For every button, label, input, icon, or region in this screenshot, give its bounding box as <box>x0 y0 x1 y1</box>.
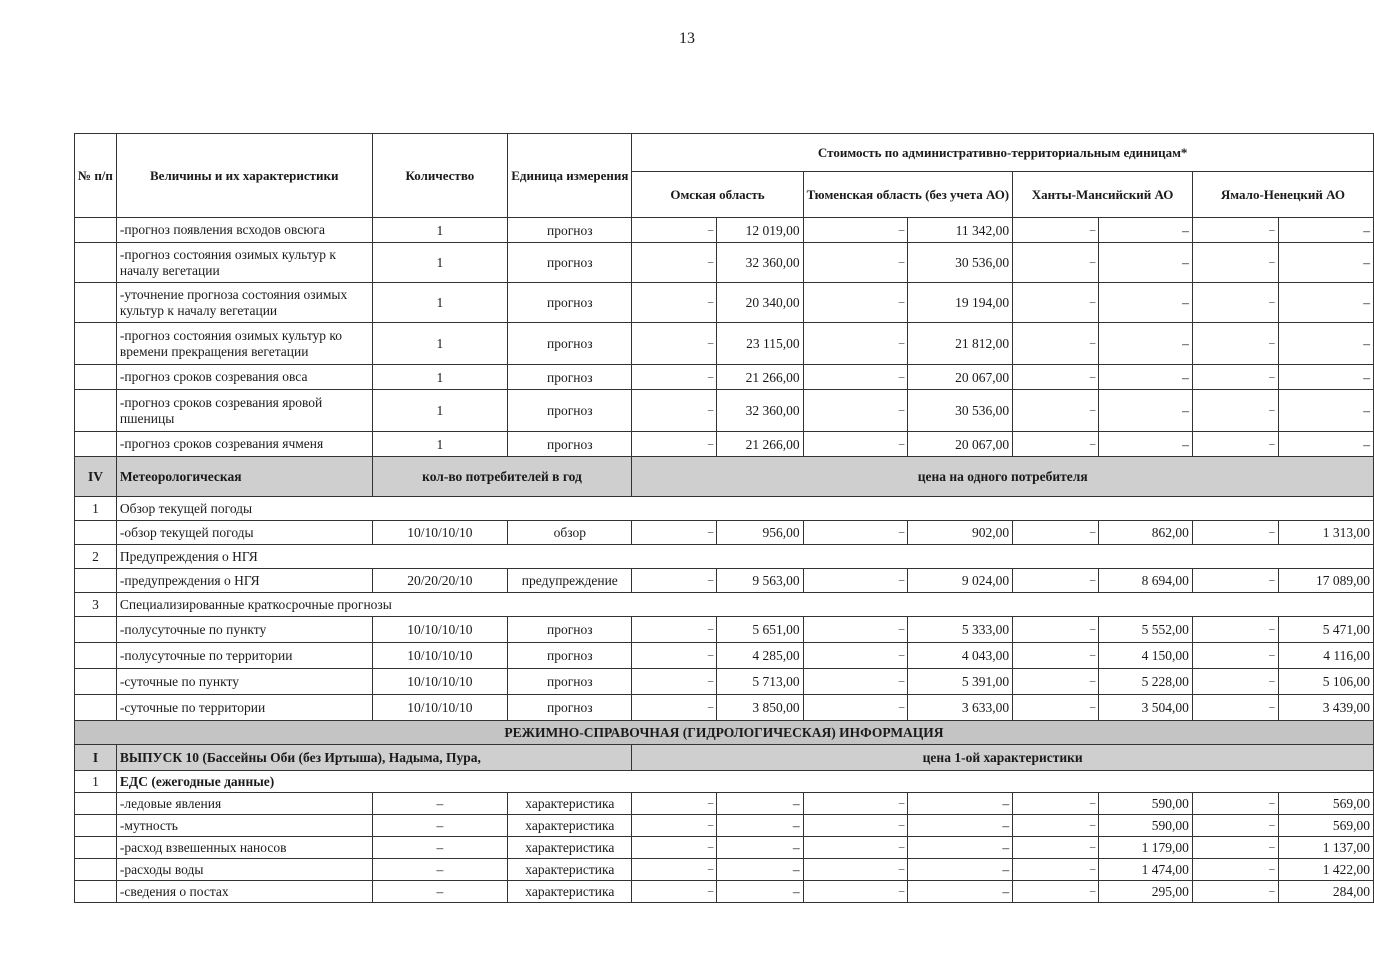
row-value: 862,00 <box>1099 521 1193 545</box>
row-value: – <box>632 793 717 815</box>
row-unit: характеристика <box>508 793 632 815</box>
group-num: 1 <box>75 771 117 793</box>
row-value: – <box>632 432 717 457</box>
row-name: -обзор текущей погоды <box>116 521 372 545</box>
section-num: IV <box>75 457 117 497</box>
row-value: – <box>1013 283 1099 323</box>
row-value: – <box>1278 243 1373 283</box>
row-qty: – <box>372 793 508 815</box>
row-unit: характеристика <box>508 881 632 903</box>
row-value: 4 285,00 <box>717 643 803 669</box>
row-value: – <box>803 432 908 457</box>
table-row <box>75 521 1374 545</box>
row-num <box>75 283 117 323</box>
row-value: – <box>1192 643 1278 669</box>
row-num <box>75 837 117 859</box>
section-qty: кол-во потребителей в год <box>372 457 632 497</box>
row-value: – <box>1278 365 1373 390</box>
row-value: – <box>1013 643 1099 669</box>
row-value: 4 116,00 <box>1278 643 1373 669</box>
row-value: – <box>632 521 717 545</box>
row-value: – <box>1099 218 1193 243</box>
row-name: -мутность <box>116 815 372 837</box>
row-value: 4 150,00 <box>1099 643 1193 669</box>
row-qty: 1 <box>372 432 508 457</box>
table-row <box>75 669 1374 695</box>
row-value: 4 043,00 <box>908 643 1013 669</box>
row-value: 32 360,00 <box>717 390 803 432</box>
row-num <box>75 390 117 432</box>
row-value: – <box>1278 218 1373 243</box>
row-value: – <box>1192 617 1278 643</box>
row-value: – <box>1013 837 1099 859</box>
section-price: цена на одного потребителя <box>632 457 1374 497</box>
group-row <box>75 593 1374 617</box>
row-value: 21 812,00 <box>908 323 1013 365</box>
row-qty: – <box>372 815 508 837</box>
row-unit: характеристика <box>508 837 632 859</box>
row-value: – <box>1192 365 1278 390</box>
group-row <box>75 497 1374 521</box>
table-row <box>75 815 1374 837</box>
row-value: – <box>717 881 803 903</box>
header-unit: Единица измерения <box>508 134 632 218</box>
table-row <box>75 617 1374 643</box>
row-value: – <box>632 669 717 695</box>
row-unit: характеристика <box>508 859 632 881</box>
row-value: – <box>803 643 908 669</box>
table-row <box>75 837 1374 859</box>
row-value: – <box>1099 390 1193 432</box>
table-row <box>75 793 1374 815</box>
row-value: – <box>632 695 717 721</box>
row-num <box>75 521 117 545</box>
row-num <box>75 617 117 643</box>
row-value: – <box>1099 432 1193 457</box>
row-num <box>75 643 117 669</box>
row-name: -предупреждения о НГЯ <box>116 569 372 593</box>
row-num <box>75 365 117 390</box>
row-value: – <box>632 881 717 903</box>
row-value: 23 115,00 <box>717 323 803 365</box>
row-value: – <box>632 569 717 593</box>
row-name: -уточнение прогноза состояния озимых культур к началу вегетации <box>116 283 372 323</box>
row-value: 5 552,00 <box>1099 617 1193 643</box>
row-num <box>75 793 117 815</box>
row-value: 19 194,00 <box>908 283 1013 323</box>
header-region-yanao: Ямало-Ненецкий АО <box>1192 172 1373 218</box>
row-name: -полусуточные по пункту <box>116 617 372 643</box>
row-value: – <box>803 793 908 815</box>
row-value: – <box>1192 837 1278 859</box>
row-value: 5 651,00 <box>717 617 803 643</box>
group-title: Обзор текущей погоды <box>116 497 1373 521</box>
row-value: – <box>803 323 908 365</box>
tariff-table <box>74 133 1374 903</box>
row-value: 3 504,00 <box>1099 695 1193 721</box>
table-row <box>75 323 1374 365</box>
section-row <box>75 457 1374 497</box>
row-value: – <box>803 390 908 432</box>
row-value: – <box>803 695 908 721</box>
row-value: – <box>803 283 908 323</box>
row-value: – <box>1192 432 1278 457</box>
row-value: 284,00 <box>1278 881 1373 903</box>
row-unit: предупреждение <box>508 569 632 593</box>
row-value: 956,00 <box>717 521 803 545</box>
table-row <box>75 283 1374 323</box>
row-value: 5 391,00 <box>908 669 1013 695</box>
row-unit: прогноз <box>508 390 632 432</box>
table-row <box>75 881 1374 903</box>
row-qty: 1 <box>372 323 508 365</box>
row-value: 5 713,00 <box>717 669 803 695</box>
row-value: – <box>908 881 1013 903</box>
row-value: – <box>717 859 803 881</box>
row-value: – <box>908 815 1013 837</box>
row-qty: – <box>372 837 508 859</box>
issue-row <box>75 745 1374 771</box>
row-value: 1 313,00 <box>1278 521 1373 545</box>
row-value: 8 694,00 <box>1099 569 1193 593</box>
row-value: 1 137,00 <box>1278 837 1373 859</box>
row-qty: 1 <box>372 390 508 432</box>
table-row <box>75 432 1374 457</box>
row-value: 569,00 <box>1278 815 1373 837</box>
header-region-tyumen: Тюменская область (без учета АО) <box>803 172 1012 218</box>
row-value: – <box>1013 881 1099 903</box>
row-value: – <box>1192 323 1278 365</box>
row-value: 3 633,00 <box>908 695 1013 721</box>
row-value: – <box>632 617 717 643</box>
row-value: – <box>717 815 803 837</box>
row-value: – <box>1099 283 1193 323</box>
row-value: – <box>632 815 717 837</box>
row-qty: 10/10/10/10 <box>372 669 508 695</box>
row-value: – <box>803 881 908 903</box>
row-value: – <box>1013 617 1099 643</box>
row-value: 9 024,00 <box>908 569 1013 593</box>
row-value: – <box>1013 365 1099 390</box>
row-value: – <box>1192 569 1278 593</box>
row-name: -суточные по пункту <box>116 669 372 695</box>
group-num: 2 <box>75 545 117 569</box>
row-value: 30 536,00 <box>908 390 1013 432</box>
row-name: -полусуточные по территории <box>116 643 372 669</box>
row-value: – <box>803 521 908 545</box>
row-unit: обзор <box>508 521 632 545</box>
row-value: – <box>803 365 908 390</box>
row-value: 11 342,00 <box>908 218 1013 243</box>
row-value: 5 333,00 <box>908 617 1013 643</box>
row-name: -суточные по территории <box>116 695 372 721</box>
header-qty: Количество <box>372 134 508 218</box>
banner-row <box>75 721 1374 745</box>
row-value: 12 019,00 <box>717 218 803 243</box>
table-row <box>75 695 1374 721</box>
row-unit: характеристика <box>508 815 632 837</box>
row-value: 5 228,00 <box>1099 669 1193 695</box>
row-value: – <box>1013 243 1099 283</box>
table-row <box>75 569 1374 593</box>
row-value: 5 106,00 <box>1278 669 1373 695</box>
row-value: – <box>803 569 908 593</box>
row-value: – <box>632 643 717 669</box>
row-value: – <box>1278 390 1373 432</box>
group-row <box>75 771 1374 793</box>
header-num: № п/п <box>75 134 117 218</box>
row-unit: прогноз <box>508 218 632 243</box>
row-value: – <box>632 218 717 243</box>
table-row <box>75 859 1374 881</box>
row-value: – <box>1013 815 1099 837</box>
row-value: – <box>1013 793 1099 815</box>
row-value: 3 850,00 <box>717 695 803 721</box>
row-value: 3 439,00 <box>1278 695 1373 721</box>
row-value: – <box>1192 881 1278 903</box>
table-row <box>75 243 1374 283</box>
row-value: 9 563,00 <box>717 569 803 593</box>
row-name: -прогноз появления всходов овсюга <box>116 218 372 243</box>
table-row <box>75 390 1374 432</box>
row-qty: 1 <box>372 365 508 390</box>
row-value: – <box>1099 323 1193 365</box>
group-title: Предупреждения о НГЯ <box>116 545 1373 569</box>
row-value: – <box>803 837 908 859</box>
row-value: – <box>1192 859 1278 881</box>
row-qty: 10/10/10/10 <box>372 617 508 643</box>
row-value: – <box>632 837 717 859</box>
page-number: 13 <box>679 30 695 47</box>
row-value: 590,00 <box>1099 815 1193 837</box>
row-unit: прогноз <box>508 365 632 390</box>
row-value: – <box>1013 521 1099 545</box>
row-unit: прогноз <box>508 617 632 643</box>
row-num <box>75 859 117 881</box>
row-value: – <box>717 793 803 815</box>
row-value: – <box>1013 695 1099 721</box>
row-unit: прогноз <box>508 432 632 457</box>
row-value: 1 179,00 <box>1099 837 1193 859</box>
row-unit: прогноз <box>508 643 632 669</box>
header-cost: Стоимость по административно-территориальным единицам* <box>632 134 1374 172</box>
row-value: – <box>1278 323 1373 365</box>
row-value: – <box>1013 569 1099 593</box>
row-value: – <box>1013 432 1099 457</box>
row-qty: 1 <box>372 218 508 243</box>
row-value: 21 266,00 <box>717 365 803 390</box>
row-value: – <box>632 859 717 881</box>
row-num <box>75 881 117 903</box>
row-unit: прогноз <box>508 243 632 283</box>
row-value: – <box>1192 218 1278 243</box>
row-value: – <box>803 243 908 283</box>
row-value: – <box>1192 243 1278 283</box>
row-value: 590,00 <box>1099 793 1193 815</box>
row-value: 20 067,00 <box>908 365 1013 390</box>
row-num <box>75 695 117 721</box>
row-value: – <box>1192 793 1278 815</box>
row-value: – <box>908 859 1013 881</box>
row-num <box>75 815 117 837</box>
row-value: – <box>1192 521 1278 545</box>
row-value: – <box>632 390 717 432</box>
row-value: – <box>803 815 908 837</box>
row-name: -прогноз сроков созревания ячменя <box>116 432 372 457</box>
row-num <box>75 432 117 457</box>
row-value: – <box>1192 390 1278 432</box>
section-name: Метеорологическая <box>116 457 372 497</box>
row-qty: – <box>372 859 508 881</box>
row-value: – <box>1278 432 1373 457</box>
row-qty: 10/10/10/10 <box>372 695 508 721</box>
group-row <box>75 545 1374 569</box>
row-value: – <box>1099 365 1193 390</box>
row-value: 30 536,00 <box>908 243 1013 283</box>
row-value: – <box>1192 283 1278 323</box>
row-value: – <box>1192 669 1278 695</box>
table-row <box>75 643 1374 669</box>
row-num <box>75 669 117 695</box>
row-num <box>75 569 117 593</box>
row-name: -расходы воды <box>116 859 372 881</box>
row-name: -прогноз состояния озимых культур ко времени прекращения вегетации <box>116 323 372 365</box>
row-qty: – <box>372 881 508 903</box>
group-title: Специализированные краткосрочные прогнозы <box>116 593 1373 617</box>
table-row <box>75 218 1374 243</box>
row-unit: прогноз <box>508 695 632 721</box>
row-qty: 1 <box>372 283 508 323</box>
row-qty: 20/20/20/10 <box>372 569 508 593</box>
row-value: 5 471,00 <box>1278 617 1373 643</box>
issue-price: цена 1-ой характеристики <box>632 745 1374 771</box>
row-value: 20 067,00 <box>908 432 1013 457</box>
row-num <box>75 243 117 283</box>
row-value: – <box>717 837 803 859</box>
row-value: – <box>1192 695 1278 721</box>
row-value: 1 474,00 <box>1099 859 1193 881</box>
row-value: – <box>1013 669 1099 695</box>
row-value: – <box>1013 859 1099 881</box>
row-value: – <box>1099 243 1193 283</box>
row-value: – <box>1192 815 1278 837</box>
row-value: 1 422,00 <box>1278 859 1373 881</box>
row-value: – <box>1013 323 1099 365</box>
row-name: -ледовые явления <box>116 793 372 815</box>
group-num: 1 <box>75 497 117 521</box>
row-name: -прогноз сроков созревания яровой пшеницы <box>116 390 372 432</box>
row-name: -прогноз сроков созревания овса <box>116 365 372 390</box>
row-value: – <box>908 793 1013 815</box>
row-value: – <box>632 323 717 365</box>
row-value: – <box>1013 218 1099 243</box>
group-num: 3 <box>75 593 117 617</box>
row-value: – <box>803 669 908 695</box>
row-value: 32 360,00 <box>717 243 803 283</box>
row-unit: прогноз <box>508 669 632 695</box>
header-name: Величины и их характеристики <box>116 134 372 218</box>
row-value: 21 266,00 <box>717 432 803 457</box>
row-num <box>75 218 117 243</box>
issue-name: ВЫПУСК 10 (Бассейны Оби (без Иртыша), Надыма, Пура, <box>116 745 631 771</box>
row-unit: прогноз <box>508 323 632 365</box>
row-name: -прогноз состояния озимых культур к началу вегетации <box>116 243 372 283</box>
row-value: – <box>803 218 908 243</box>
row-qty: 10/10/10/10 <box>372 643 508 669</box>
row-value: 295,00 <box>1099 881 1193 903</box>
row-num <box>75 323 117 365</box>
row-name: -расход взвешенных наносов <box>116 837 372 859</box>
row-value: – <box>632 365 717 390</box>
row-value: – <box>908 837 1013 859</box>
table-row <box>75 365 1374 390</box>
row-value: – <box>632 243 717 283</box>
row-qty: 10/10/10/10 <box>372 521 508 545</box>
row-value: 17 089,00 <box>1278 569 1373 593</box>
row-qty: 1 <box>372 243 508 283</box>
row-name: -сведения о постах <box>116 881 372 903</box>
row-value: – <box>1013 390 1099 432</box>
row-value: – <box>632 283 717 323</box>
row-value: 569,00 <box>1278 793 1373 815</box>
row-value: 902,00 <box>908 521 1013 545</box>
row-value: – <box>1278 283 1373 323</box>
header-region-omsk: Омская область <box>632 172 803 218</box>
hydro-banner: РЕЖИМНО-СПРАВОЧНАЯ (ГИДРОЛОГИЧЕСКАЯ) ИНФОРМАЦИЯ <box>75 721 1374 745</box>
issue-num: I <box>75 745 117 771</box>
row-unit: прогноз <box>508 283 632 323</box>
row-value: – <box>803 617 908 643</box>
group-title: ЕДС (ежегодные данные) <box>116 771 1373 793</box>
header-region-khmao: Ханты-Мансийский АО <box>1013 172 1193 218</box>
row-value: – <box>803 859 908 881</box>
row-value: 20 340,00 <box>717 283 803 323</box>
